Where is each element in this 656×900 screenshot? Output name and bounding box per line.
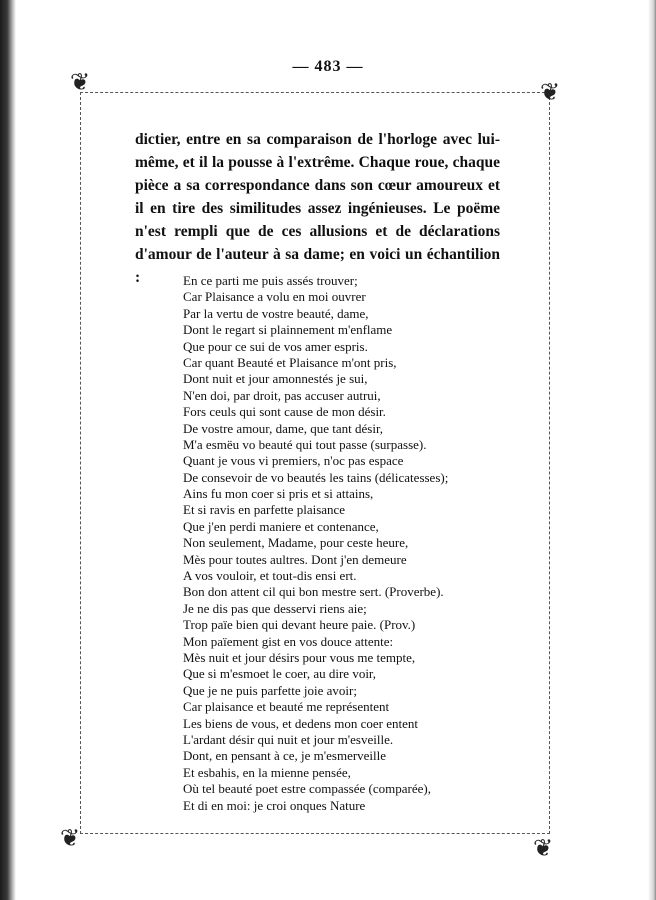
verse-line: En ce parti me puis assés trouver;: [183, 273, 358, 288]
verse-line: Que j'en perdi maniere et contenance,: [183, 518, 379, 534]
verse-line: Par la vertu de vostre beauté, dame,: [183, 305, 369, 321]
page-edge-shadow: [648, 0, 656, 900]
verse-line: Que je ne puis parfette joie avoir;: [183, 682, 357, 698]
verse-block: [183, 273, 448, 814]
verse-line: De vostre amour, dame, que tant désir,: [183, 420, 384, 436]
corner-ornament-top-right-icon: ❦: [540, 78, 561, 106]
verse-line: L'ardant désir qui nuit et jour m'esveille.: [183, 731, 394, 747]
verse-line: N'en doi, par droit, pas accuser autrui,: [183, 387, 381, 403]
verse-line: Car plaisance et beauté me représentent: [183, 699, 390, 715]
verse-line: Fors ceuls qui sont cause de mon désir.: [183, 404, 386, 420]
verse-line: Mès pour toutes aultres. Dont j'en demeure: [183, 551, 407, 567]
verse-line: Quant je vous vi premiers, n'oc pas espace: [183, 453, 404, 469]
verse-line: Trop païe bien qui devant heure paie. (Prov.): [183, 617, 416, 633]
verse-line: A vos vouloir, et tout-dis ensi ert.: [183, 568, 357, 584]
verse-line: Que pour ce sui de vos amer espris.: [183, 338, 368, 354]
verse-line: Que si m'esmoet le coer, au dire voir,: [183, 666, 376, 682]
verse-line: Non seulement, Madame, pour ceste heure,: [183, 535, 409, 551]
verse-line: Mès nuit et jour désirs pour vous me tempte,: [183, 649, 416, 665]
verse-line: M'a esmëu vo beauté qui tout passe (surpasse).: [183, 436, 427, 452]
verse-line: Je ne dis pas que desservi riens aie;: [183, 600, 367, 616]
verse-line: Et esbahis, en la mienne pensée,: [183, 764, 351, 780]
verse-line: Où tel beauté poet estre compassée (comparée),: [183, 781, 431, 797]
verse-line: Et di en moi: je croi onques Nature: [183, 797, 366, 813]
corner-ornament-top-left-icon: ❦: [70, 68, 91, 96]
prose-paragraph-block: [135, 128, 500, 289]
verse-line: De consevoir de vo beautés les tains (délicatesses);: [183, 469, 449, 485]
verse-line: Bon don attent cil qui bon mestre sert. (Proverbe).: [183, 584, 444, 600]
page-binding-shadow: [0, 0, 16, 900]
corner-ornament-bottom-left-icon: ❦: [60, 824, 81, 852]
verse-line: Car quant Beauté et Plaisance m'ont pris,: [183, 354, 397, 370]
verse-line: Dont, en pensant à ce, je m'esmerveille: [183, 748, 387, 764]
verse-line: Dont le regart si plainnement m'enflame: [183, 322, 393, 338]
corner-ornament-bottom-right-icon: ❦: [533, 834, 554, 862]
verse-line: Et si ravis en parfette plaisance: [183, 502, 346, 518]
verse-line: Les biens de vous, et dedens mon coer entent: [183, 715, 419, 731]
verse-line: Car Plaisance a volu en moi ouvrer: [183, 289, 366, 305]
prose-paragraph: dictier, entre en sa comparaison de l'horloge avec lui-même, et il la pousse à l'extrême. Chaque roue, chaque pièce a sa correspondance dans son cœur amoureux et il en tire des similitudes assez ingénieuses. Le poëme n'est rempli que de ces allusions et de déclarations d'amour de l'auteur à sa dame; en voici un échantilion :: [135, 131, 500, 286]
verse-line: Dont nuit et jour amonnestés je sui,: [183, 371, 368, 387]
page-number: — 483 —: [292, 58, 364, 75]
verse-line: Ains fu mon coer si pris et si attains,: [183, 486, 374, 502]
verse-line: Mon païement gist en vos douce attente:: [183, 633, 394, 649]
